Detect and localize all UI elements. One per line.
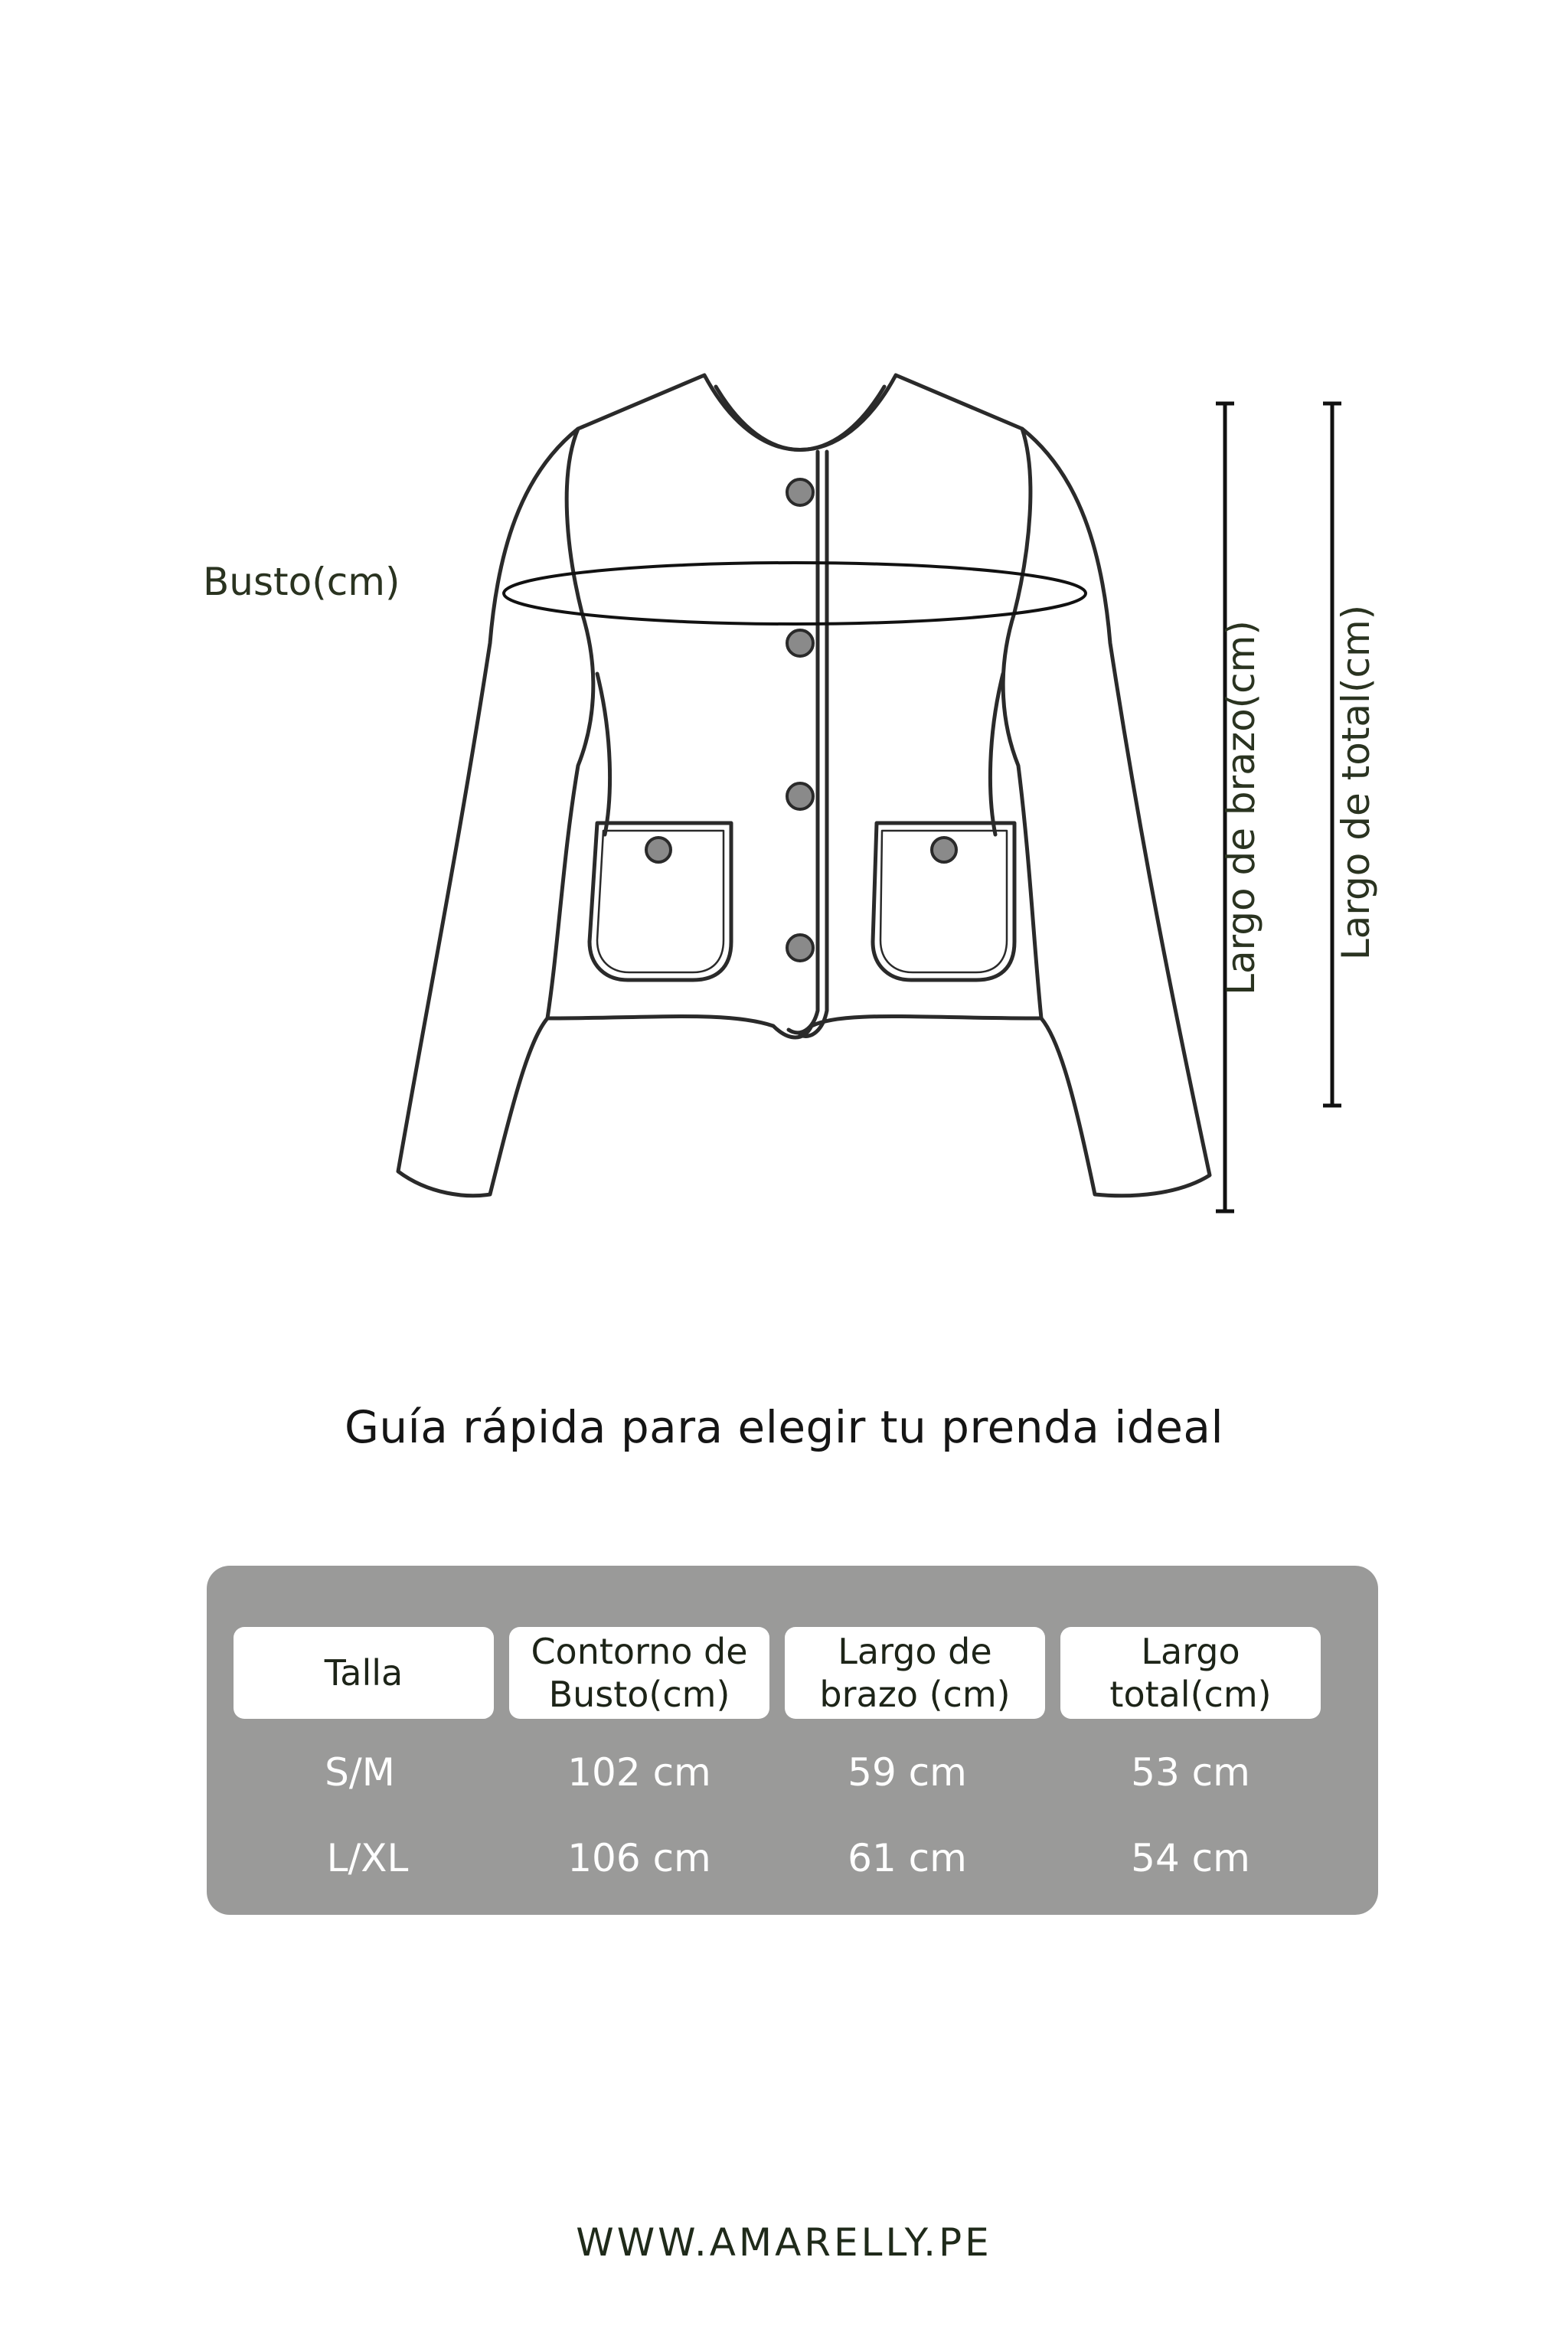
guide-title: Guía rápida para elegir tu prenda ideal: [344, 1401, 1224, 1453]
cell-total-length: 54 cm: [1131, 1836, 1250, 1880]
size-table: [207, 1566, 1378, 1915]
header-talla: Talla: [234, 1627, 494, 1719]
button-icon: [787, 630, 813, 656]
cell-total-length: 53 cm: [1131, 1750, 1250, 1795]
cell-size: L/XL: [326, 1836, 409, 1880]
button-icon: [787, 935, 813, 961]
total-length-label: Largo de total(cm): [1334, 604, 1378, 961]
bust-label: Busto(cm): [203, 560, 400, 604]
cell-arm-length: 59 cm: [848, 1750, 967, 1795]
button-icon: [646, 838, 671, 862]
cell-arm-length: 61 cm: [848, 1836, 967, 1880]
button-icons: [646, 479, 956, 961]
header-largo-total: Largo total(cm): [1060, 1627, 1321, 1719]
button-icon: [787, 783, 813, 809]
header-largo-brazo: Largo de brazo (cm): [785, 1627, 1045, 1719]
arm-length-label: Largo de brazo(cm): [1219, 620, 1263, 995]
cell-size: S/M: [325, 1750, 395, 1795]
button-icon: [932, 838, 956, 862]
cell-bust: 102 cm: [567, 1750, 711, 1795]
bust-measurement-ellipse: [504, 563, 1086, 624]
button-icon: [787, 479, 813, 505]
website-url: WWW.AMARELLY.PE: [576, 2220, 992, 2265]
header-contorno-busto: Contorno de Busto(cm): [509, 1627, 769, 1719]
cell-bust: 106 cm: [567, 1836, 711, 1880]
